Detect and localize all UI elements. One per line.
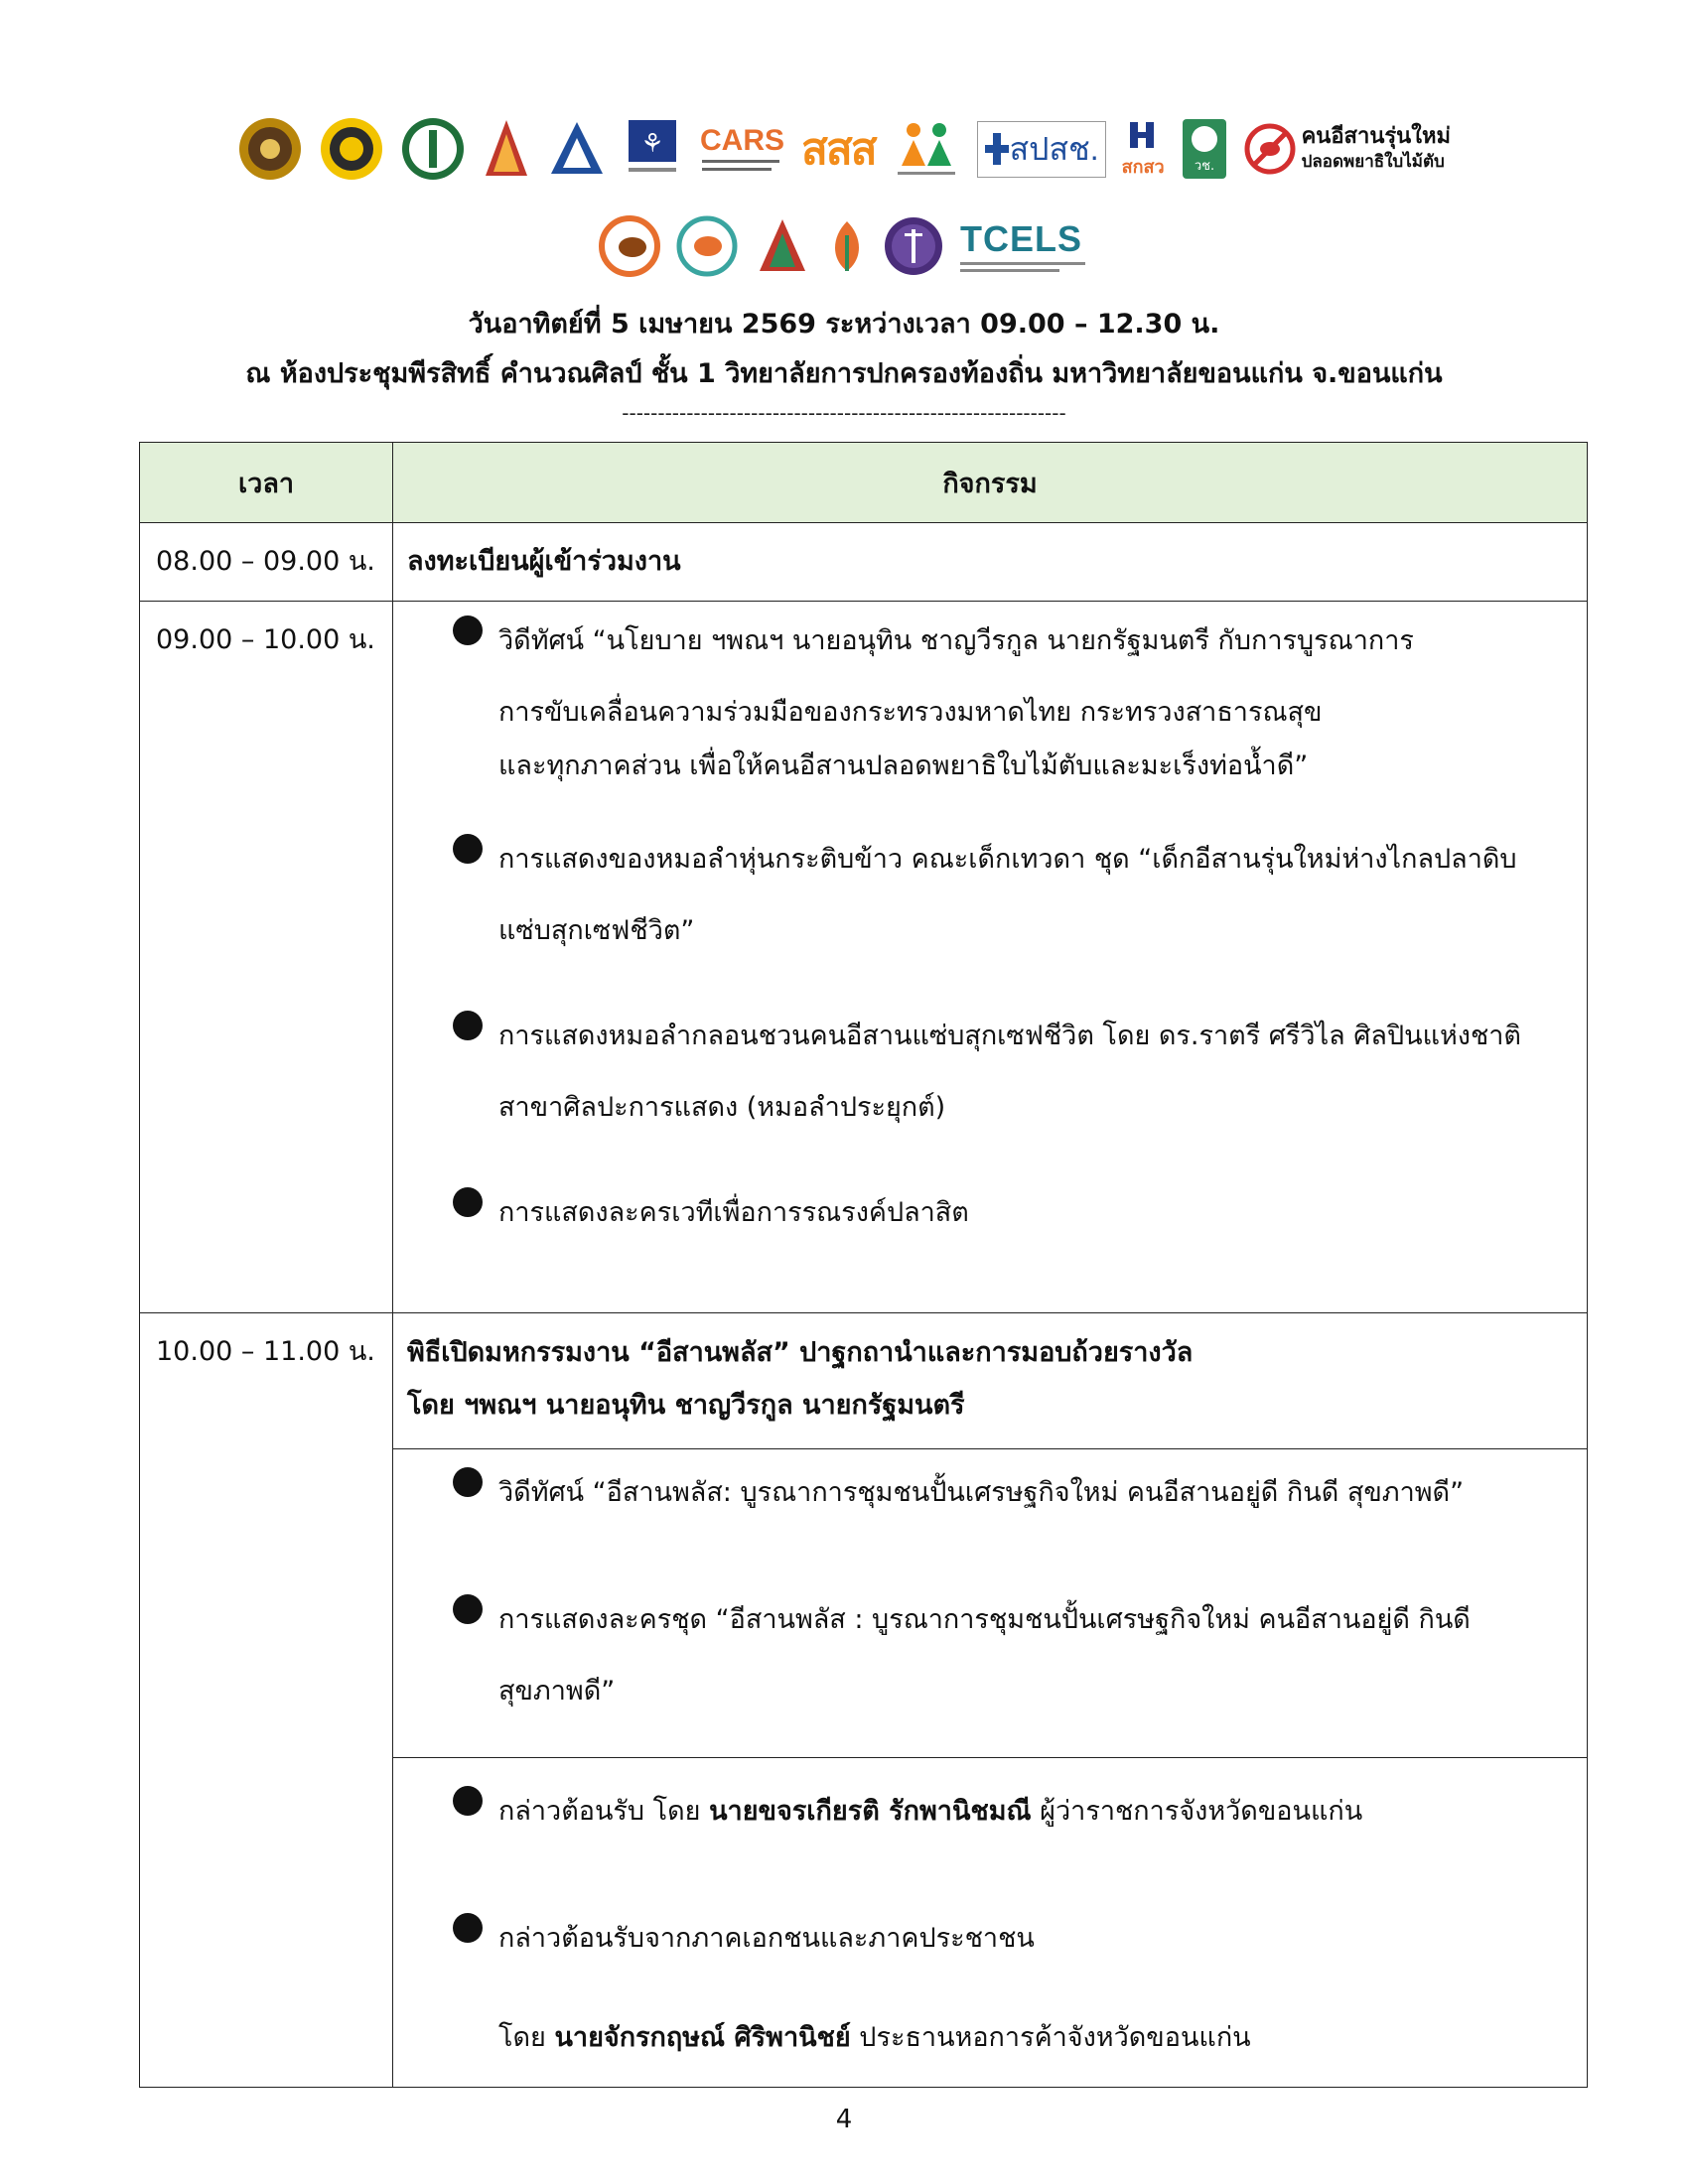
time-cell: 08.00 – 09.00 น. (140, 523, 393, 602)
bullet-text: และทุกภาคส่วน เพื่อให้คนอีสานปลอดพยาธิใบไม้ตับและมะเร็งท่อน้ำดี” (498, 751, 1309, 781)
activity-cell: ลงทะเบียนผู้เข้าร่วมงาน (393, 523, 1588, 602)
activity-cell (393, 1758, 1588, 2088)
bullet-icon (453, 1786, 483, 1816)
sakorsor-logo: สกสว (1122, 118, 1165, 181)
list-item (393, 1457, 1587, 1529)
tcels-logo: TCELS (960, 218, 1089, 274)
table-row (140, 1313, 1588, 1449)
speaker-title: ประธานหอการค้าจังหวัดขอนแก่น (850, 2022, 1251, 2053)
ministry-of-interior-seal (237, 116, 303, 182)
bullet-icon (453, 1594, 483, 1624)
bullet-text: การขับเคลื่อนความร่วมมือของกระทรวงมหาดไทย กระทรวงสาธารณสุข (498, 697, 1323, 728)
people-logo (892, 116, 961, 182)
bullet-text: สาขาศิลปะการแสดง (หมอลำประยุกต์) (498, 1092, 946, 1123)
column-header-activity: กิจกรรม (393, 443, 1588, 523)
thaihealth-logo: สสส (801, 125, 876, 174)
trident-seal (883, 215, 944, 277)
khon-kaen-university-seal (482, 116, 531, 182)
activity-cell (393, 602, 1588, 1313)
leaf-logo (827, 215, 867, 277)
table-row (140, 523, 1588, 602)
header-divider: -------------------------------------------------------------- (622, 401, 1066, 425)
schedule-table (139, 442, 1588, 2088)
event-venue-line: ณ ห้องประชุมพีรสิทธิ์ คำนวณศิลป์ ชั้น 1 วิทยาลัยการปกครองท้องถิ่น มหาวิทยาลัยขอนแก่น จ.ขอนแก่น (245, 358, 1443, 389)
bullet-text: การแสดงหมอลำกลอนชวนคนอีสานแซ่บสุกเซฟชีวิต โดย ดร.ราตรี ศรีวิไล ศิลปินแห่งชาติ (498, 1021, 1521, 1051)
activity-presenter: โดย ฯพณฯ นายอนุทิน ชาญวีรกูล นายกรัฐมนตรี (407, 1390, 965, 1421)
ministry-of-public-health-seal (400, 116, 466, 182)
activity-title: พิธีเปิดมหกรรมงาน “อีสานพลัส” ปาฐกถานำและการมอบถ้วยรางวัล (407, 1337, 1194, 1368)
bullet-icon (453, 834, 483, 864)
bullet-text: การแสดงละครชุด “อีสานพลัส : บูรณาการชุมชนปั้นเศรษฐกิจใหม่ คนอีสานอยู่ดี กินดี (498, 1604, 1471, 1635)
table-row (140, 602, 1588, 1313)
activity-cell (393, 1449, 1588, 1758)
event-date-line: วันอาทิตย์ที่ 5 เมษายน 2569 ระหว่างเวลา 09.00 – 12.30 น. (468, 309, 1220, 340)
nrct-logo (1181, 117, 1228, 181)
speaker-title: ผู้ว่าราชการจังหวัดขอนแก่น (1031, 1796, 1363, 1827)
bullet-text: การแสดงของหมอลำหุ่นกระติบข้าว คณะเด็กเทวดา ชุด “เด็กอีสานรุ่นใหม่ห่างไกลปลาดิบ (498, 844, 1517, 875)
triangle-emblem (547, 116, 607, 182)
presenter-prefix: โดย (498, 2022, 555, 2053)
list-item (393, 1001, 1587, 1144)
list-item (393, 1776, 1587, 1847)
kku-emblem (754, 215, 811, 277)
bullet-icon (453, 1011, 483, 1040)
bullet-icon (453, 1913, 483, 1943)
list-item (393, 1584, 1587, 1727)
bullet-icon (453, 1467, 483, 1497)
speaker-name: นายจักรกฤษณ์ ศิริพานิชย์ (554, 2022, 851, 2053)
table-header-row (140, 443, 1588, 523)
list-item (393, 1177, 1587, 1249)
presenter-line (393, 2002, 1587, 2074)
partner-logos-row-2 (0, 210, 1688, 282)
khon-kaen-province-seal (319, 116, 384, 182)
bullet-icon (453, 1187, 483, 1217)
speaker-name: นายขจรเกียรติ รักพานิชมณี (709, 1796, 1032, 1827)
svg-text:⚘: ⚘ (640, 129, 664, 159)
column-header-time: เวลา (140, 443, 393, 523)
bullet-text: สุขภาพดี” (498, 1676, 616, 1706)
list-item (393, 1903, 1587, 1975)
bullet-text: กล่าวต้อนรับ โดย (498, 1796, 710, 1827)
campaign-logo: คนอีสานรุ่นใหม่ ปลอดพยาธิใบไม้ตับ (1244, 123, 1451, 175)
partner-logos-row-1 (0, 111, 1688, 187)
liver-logo-1 (599, 215, 660, 277)
square-emblem (623, 116, 682, 182)
liver-logo-2 (676, 215, 738, 277)
bullet-text: กล่าวต้อนรับจากภาคเอกชนและภาคประชาชน (498, 1923, 1035, 1954)
bullet-text: วิดีทัศน์ “อีสานพลัส: บูรณาการชุมชนปั้นเศรษฐกิจใหม่ คนอีสานอยู่ดี กินดี สุขภาพดี” (498, 1477, 1465, 1508)
time-cell: 09.00 – 10.00 น. (140, 602, 393, 1313)
activity-title-cell (393, 1313, 1588, 1449)
bullet-icon (453, 615, 483, 645)
time-cell: 10.00 – 11.00 น. (140, 1313, 393, 2088)
bullet-text: การแสดงละครเวทีเพื่อการรณรงค์ปลาสิต (498, 1197, 969, 1228)
page-number: 4 (835, 2105, 853, 2134)
bullet-text: แซ่บสุกเซฟชีวิต” (498, 915, 695, 946)
nhso-logo: สปสช. (977, 121, 1106, 178)
bullet-text: วิดีทัศน์ “นโยบาย ฯพณฯ นายอนุทิน ชาญวีรกูล นายกรัฐมนตรี กับการบูรณาการ (498, 625, 1414, 656)
list-item (393, 606, 1587, 792)
list-item (393, 824, 1587, 967)
cares-logo (698, 116, 785, 182)
svg-text:CARS: CARS (700, 124, 785, 157)
svg-text:วช.: วช. (1194, 159, 1214, 174)
